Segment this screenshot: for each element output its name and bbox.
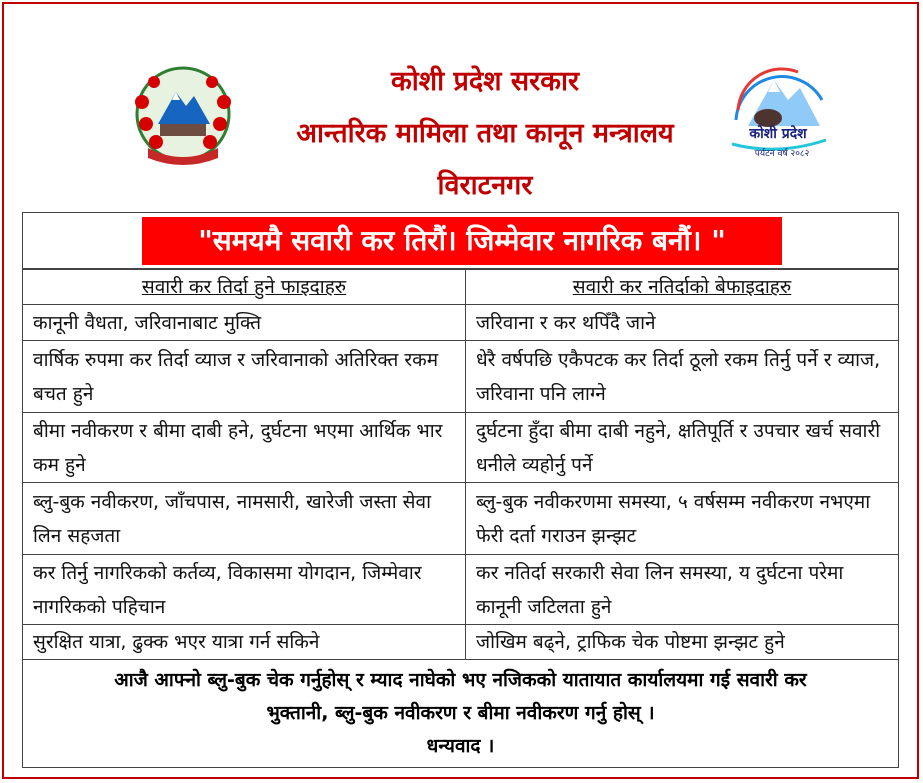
table-row	[23, 413, 899, 483]
table-header-row	[23, 270, 899, 305]
benefit-cell: कानूनी वैधता, जरिवानाबाट मुक्ति	[23, 305, 466, 341]
benefit-cell: बीमा नवीकरण र बीमा दाबी हने, दुर्घटना भएमा आर्थिक भार कम हुने	[23, 413, 466, 483]
drawback-cell: कर नतिर्दा सरकारी सेवा लिन समस्या, य दुर्घटना परेमा कानूनी जटिलता हुने	[466, 555, 899, 625]
benefits-header: सवारी कर तिर्दा हुने फाइदाहरु	[23, 270, 466, 305]
koshi-tourism-logo-icon	[728, 60, 830, 164]
slogan-banner: "समयमै सवारी कर तिरौं। जिम्मेवार नागरिक बनौं। "	[142, 217, 782, 265]
slogan-row	[22, 212, 899, 269]
city-title: विराटनगर	[437, 170, 533, 201]
nepal-emblem-icon	[128, 62, 238, 172]
drawback-cell: जरिवाना र कर थपिँदै जाने	[466, 305, 899, 341]
table-row	[23, 555, 899, 625]
drawback-cell: जोखिम बढ्ने, ट्राफिक चेक पोष्टमा झन्झट हुने	[466, 625, 899, 660]
table-row	[23, 483, 899, 555]
benefit-cell: वार्षिक रुपमा कर तिर्दा व्याज र जरिवानाको अतिरिक्त रकम बचत हुने	[23, 341, 466, 413]
drawback-cell: ब्लु-बुक नवीकरणमा समस्या, ५ वर्षसम्म नवीकरण नभएमा फेरी दर्ता गराउन झन्झट	[466, 483, 899, 555]
koshi-logo-text: कोशी प्रदेश	[749, 126, 807, 142]
table-row	[23, 625, 899, 660]
drawback-cell: धेरै वर्षपछि एकैपटक कर तिर्दा ठूलो रकम तिर्नु पर्ने र व्याज, जरिवाना पनि लाग्ने	[466, 341, 899, 413]
table-row	[23, 305, 899, 341]
footer-notice	[22, 658, 899, 768]
benefit-cell: सुरक्षित यात्रा, ढुक्क भएर यात्रा गर्न सकिने	[23, 625, 466, 660]
government-title: कोशी प्रदेश सरकार	[390, 66, 579, 97]
koshi-logo-subtext: पर्यटन वर्ष २०८२	[754, 149, 810, 159]
header	[0, 0, 923, 210]
benefit-cell: कर तिर्नु नागरिकको कर्तव्य, विकासमा योगदान, जिम्मेवार नागरिकको पहिचान	[23, 555, 466, 625]
benefits-table	[22, 269, 899, 660]
ministry-title: आन्तरिक मामिला तथा कानून मन्त्रालय	[296, 118, 674, 149]
drawback-cell: दुर्घटना हुँदा बीमा दाबी नहुने, क्षतिपूर्ति र उपचार खर्च सवारी धनीले व्यहोर्नु पर्ने	[466, 413, 899, 483]
table-row	[23, 341, 899, 413]
benefit-cell: ब्लु-बुक नवीकरण, जाँचपास, नामसारी, खारेजी जस्ता सेवा लिन सहजता	[23, 483, 466, 555]
footer-line: आजै आफ्नो ब्लु-बुक चेक गर्नुहोस् र म्याद नाघेको भए नजिकको यातायात कार्यालयमा गई सवारी कर	[114, 669, 807, 691]
drawbacks-header: सवारी कर नतिर्दाको बेफाइदाहरु	[466, 270, 899, 305]
footer-line: भुक्तानी, ब्लु-बुक नवीकरण र बीमा नवीकरण गर्नु होस् ।	[266, 702, 655, 724]
thank-you-text: धन्यवाद ।	[426, 735, 495, 757]
